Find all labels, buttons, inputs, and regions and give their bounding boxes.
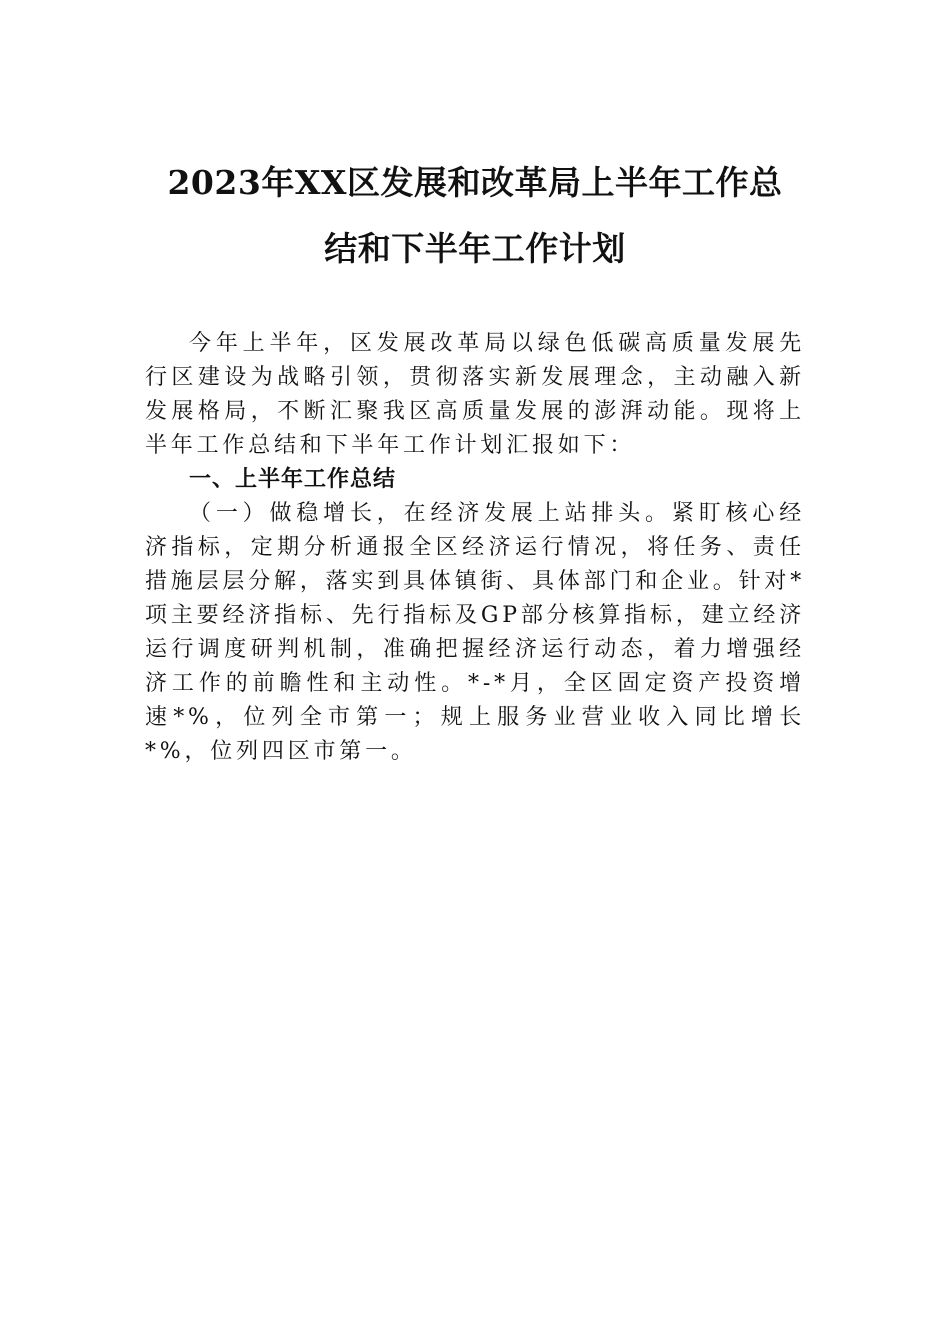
intro-paragraph: 今年上半年，区发展改革局以绿色低碳高质量发展先行区建设为战略引领，贯彻落实新发展理念，主动融入新发展格局，不断汇聚我区高质量发展的澎湃动能。现将上半年工作总结和下半年工作计划汇报如下： (145, 331, 805, 458)
title-line-1: 2023年XX区发展和改革局上半年工作总 (167, 163, 783, 202)
title-line-2: 结和下半年工作计划 (324, 229, 626, 268)
document-title (145, 150, 805, 282)
section-heading: 一、上半年工作总结 (189, 467, 397, 492)
document-body (145, 327, 805, 769)
section-paragraph: （一）做稳增长，在经济发展上站排头。紧盯核心经济指标，定期分析通报全区经济运行情况，将任务、责任措施层层分解，落实到具体镇街、具体部门和企业。针对*项主要经济指标、先行指标及GP部分核算指标，建立经济运行调度研判机制，准确把握经济运行动态，着力增强经济工作的前瞻性和主动性。*-*月，全区固定资产投资增速*%，位列全市第一；规上服务业营业收入同比增长*%，位列四区市第一。 (145, 501, 805, 764)
